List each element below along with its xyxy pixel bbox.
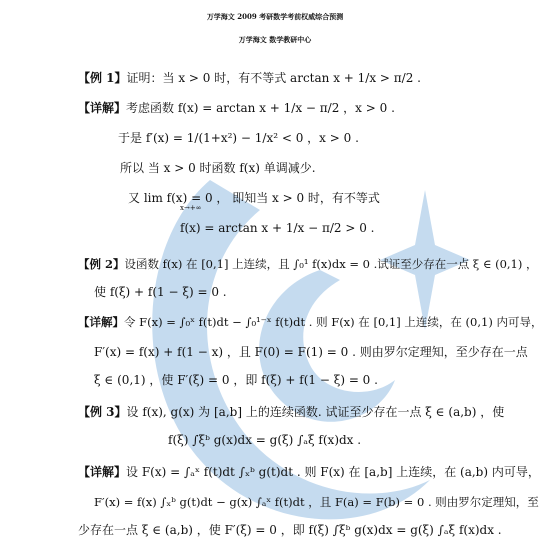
ex1-solution-label: 【详解】 [78, 101, 127, 115]
ex1-sol1: 考虑函数 f(x) = arctan x + 1/x − π/2 ，x > 0 . [126, 101, 395, 115]
ex1-sol5: f(x) = arctan x + 1/x − π/2 > 0 . [180, 221, 375, 235]
ex2-sol1: 令 F(x) = ∫₀ˣ f(t)dt − ∫₀¹⁻ˣ f(t)dt . 则 F(x) 在 [0,1] 上连续，在 (0,1) 内可导， [124, 315, 543, 329]
ex1-text: 证明：当 x > 0 时，有不等式 arctan x + 1/x > π/2 . [126, 71, 421, 85]
ex2-sol3: ξ ∈ (0,1) ，使 F′(ξ) = 0 ，即 f(ξ) + f(1 − ξ) = 0 . [94, 373, 378, 387]
ex1-limit-subscript: x→+∞ [180, 204, 202, 212]
ex3-problem [78, 404, 504, 420]
ex2-label: 【例 2】 [78, 257, 125, 271]
ex1-solution-line1 [78, 100, 395, 116]
ex2-solution-line1 [78, 314, 542, 330]
ex3-label: 【例 3】 [78, 405, 127, 419]
ex3-sol1: 设 F(x) = ∫ₐˣ f(t)dt ∫ₓᵇ g(t)dt . 则 F(x) 在 [a,b] 上连续，在 (a,b) 内可导， [126, 465, 540, 479]
ex3-solution-line1 [78, 464, 540, 480]
ex2-problem [78, 256, 538, 272]
ex3-sol2: F′(x) = f(x) ∫ₓᵇ g(t)dt − g(x) ∫ₐˣ f(t)dt ，且 F(a) = F(b) = 0 . 则由罗尔定理知，至 [94, 495, 539, 509]
ex1-sol4-text: 又 lim f(x) = 0 ， 即知当 x > 0 时，有不等式 [128, 191, 380, 205]
page-title: 万学海文 2009 考研数学考前权威综合预测 [206, 12, 344, 21]
ex1-problem [78, 70, 421, 86]
ex3-text: 设 f(x), g(x) 为 [a,b] 上的连续函数. 试证至少存在一点 ξ ∈ (a,b) ，使 [126, 405, 505, 419]
ex3-text2: f(ξ) ∫ξᵇ g(x)dx = g(ξ) ∫ₐξ f(x)dx . [168, 433, 362, 447]
ex2-text: 设函数 f(x) 在 [0,1] 上连续，且 ∫₀¹ f(x)dx = 0 .试证至少存在一点 ξ ∈ (0,1) ， [124, 257, 538, 271]
ex1-sol3: 所以 当 x > 0 时函数 f(x) 单调减少. [120, 161, 316, 175]
ex1-label: 【例 1】 [78, 71, 127, 85]
page-subtitle: 万学海文 数学教研中心 [238, 35, 312, 44]
ex2-sol2: F′(x) = f(x) + f(1 − x) ，且 F(0) = F(1) = 0 . 则由罗尔定理知，至少存在一点 [94, 345, 528, 359]
ex1-sol4 [128, 190, 380, 206]
ex2-solution-label: 【详解】 [78, 315, 124, 329]
ex3-solution-label: 【详解】 [78, 465, 127, 479]
ex1-sol2: 于是 f′(x) = 1/(1+x²) − 1/x² < 0 ，x > 0 . [118, 131, 359, 145]
ex2-text2: 使 f(ξ) + f(1 − ξ) = 0 . [94, 285, 227, 299]
ex3-sol3: 少存在一点 ξ ∈ (a,b) ，使 F′(ξ) = 0 ，即 f(ξ) ∫ξᵇ g(x)dx = g(ξ) ∫ₐξ f(x)dx . [78, 523, 502, 537]
